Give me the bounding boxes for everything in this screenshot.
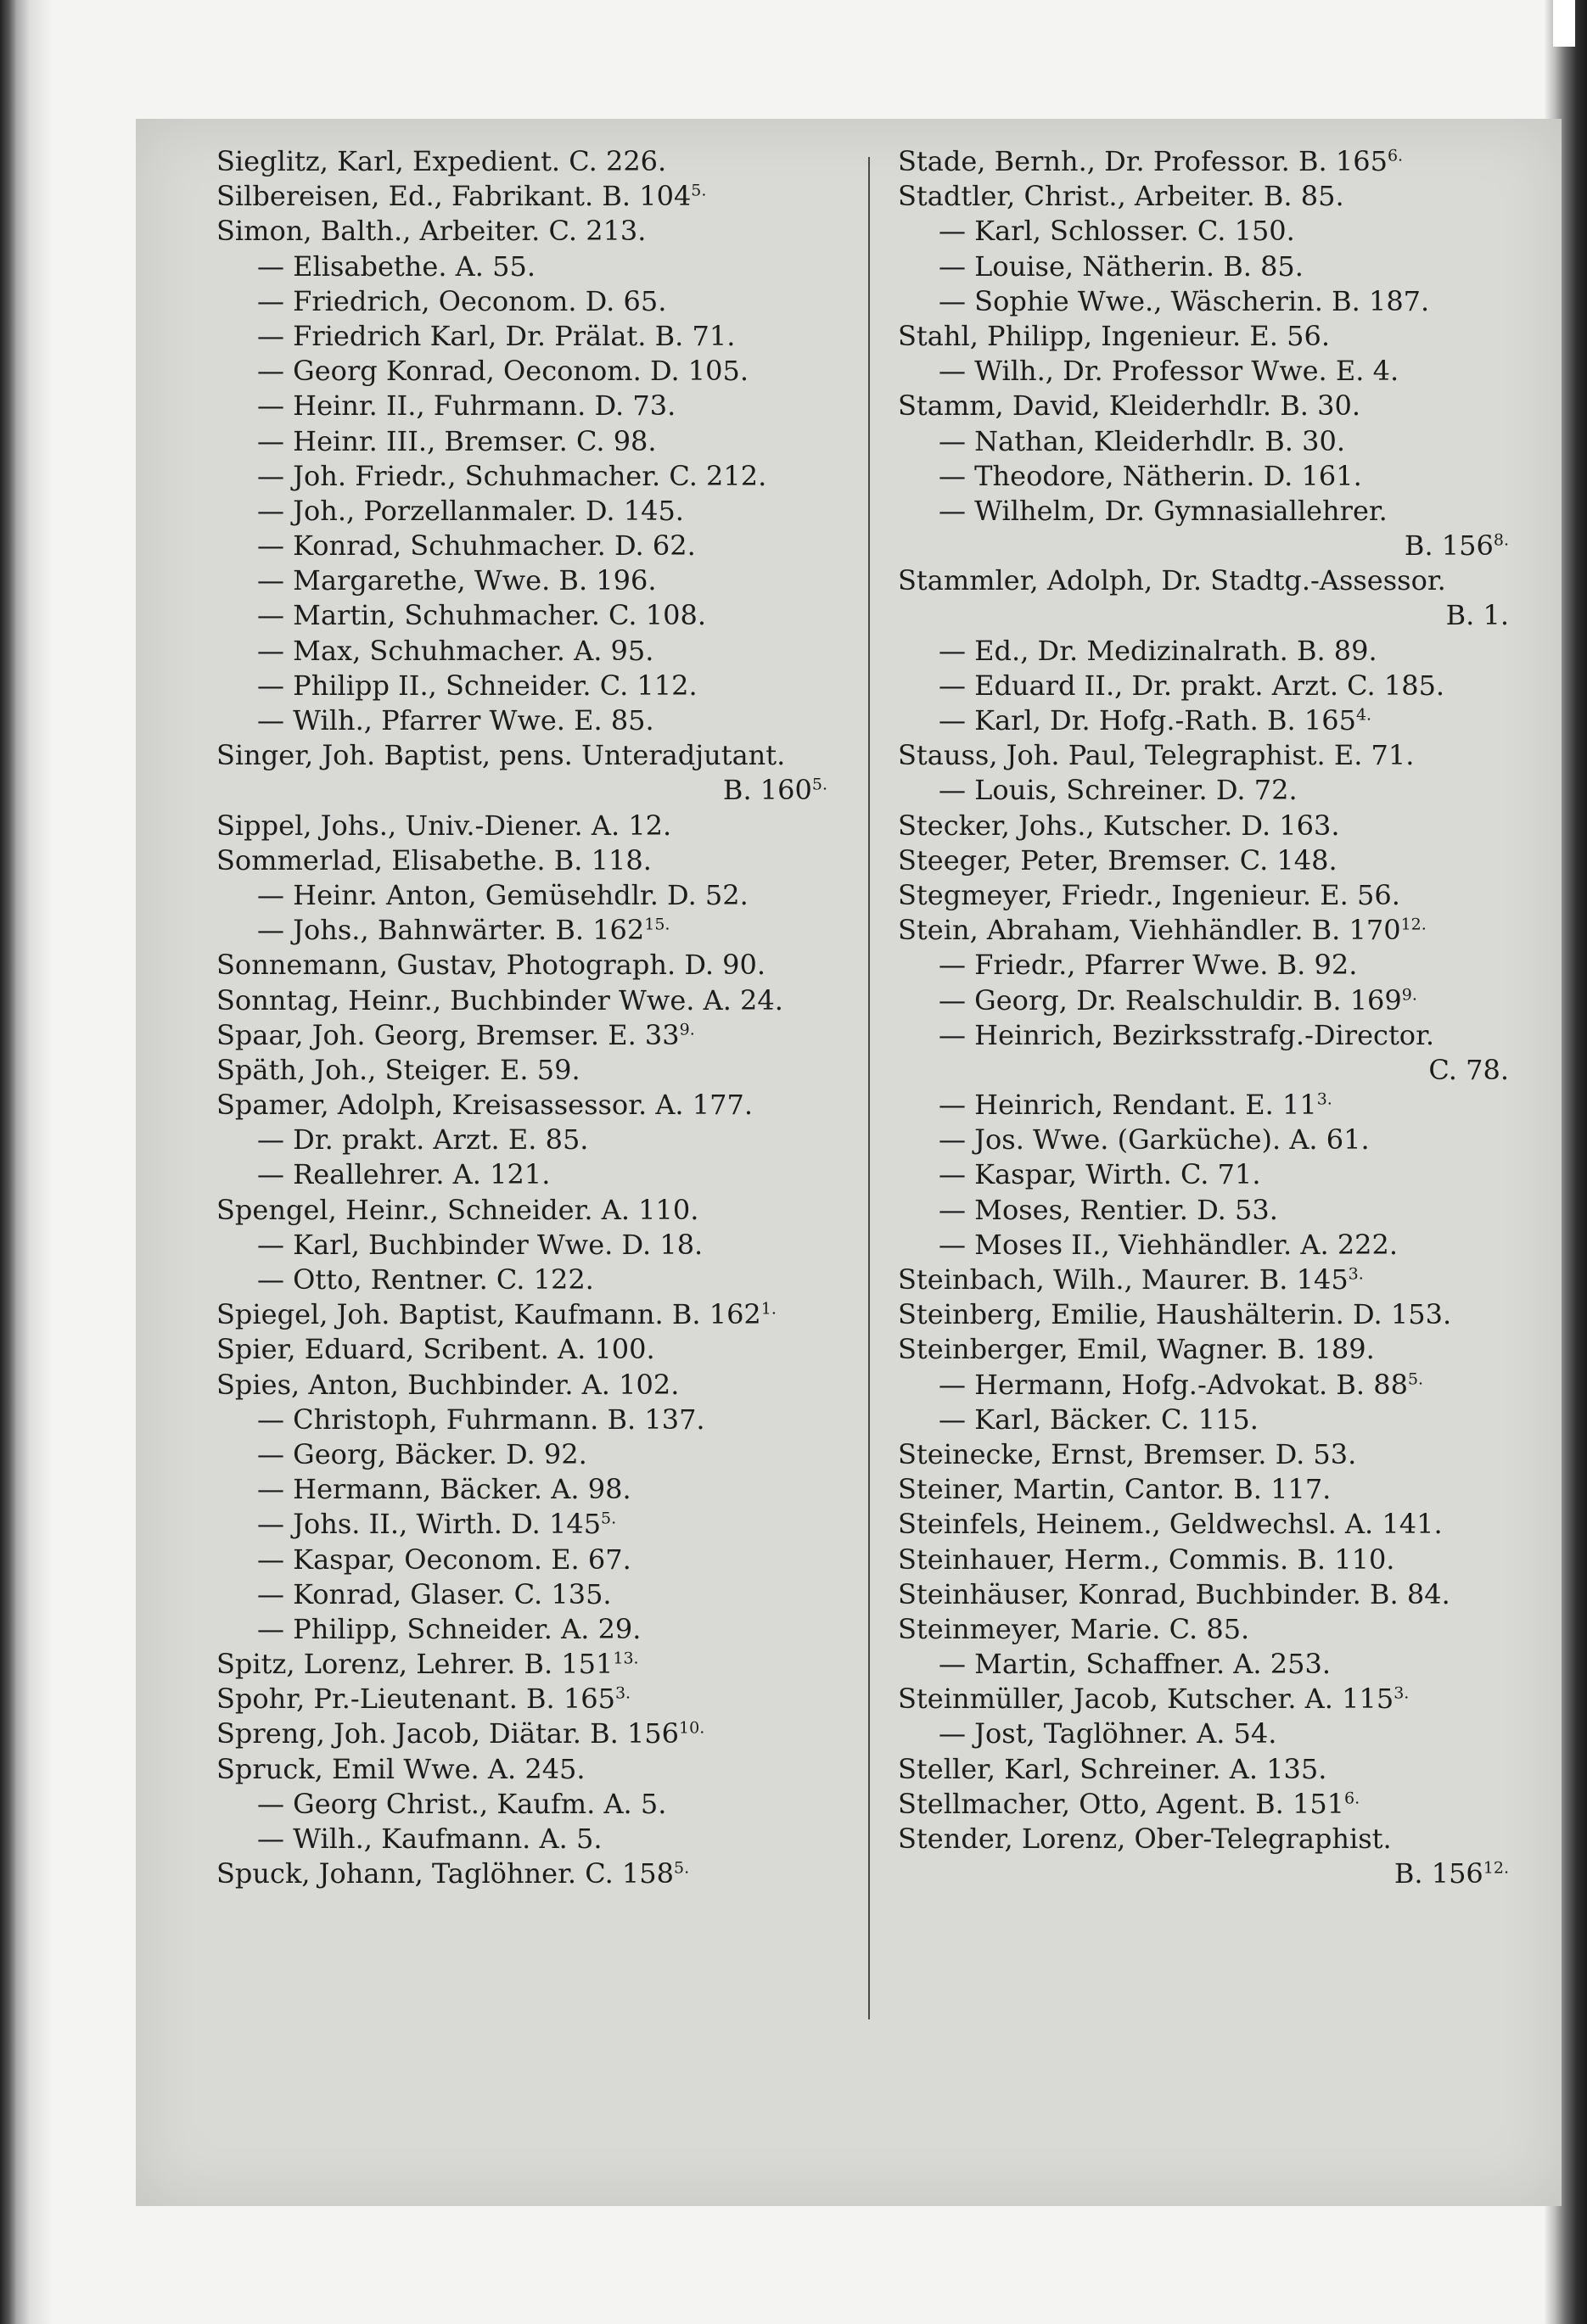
directory-entry-sommerlad-johs <box>216 913 844 948</box>
entry-text: — Heinr. Anton, Gemüsehdlr. D. 52. <box>257 878 749 911</box>
entry-superscript: 3. <box>614 1683 631 1703</box>
entry-superscript: 8. <box>1493 530 1509 550</box>
entry-text: Spamer, Adolph, Kreisassessor. A. 177. <box>216 1089 754 1122</box>
directory-entry-spies-kaspar <box>216 1543 844 1577</box>
entry-superscript: 3. <box>1316 1089 1332 1109</box>
directory-entry-stammler-cont <box>898 598 1526 633</box>
entry-superscript: 10. <box>679 1718 705 1738</box>
directory-entry-spamer <box>216 1088 844 1123</box>
directory-entry-steinmueller <box>898 1682 1526 1716</box>
entry-text: — Kaspar, Wirth. C. 71. <box>939 1158 1261 1191</box>
directory-entry-stammler-karl <box>898 703 1526 738</box>
entry-superscript: 5. <box>811 775 827 794</box>
directory-entry-spies-hermann <box>216 1472 844 1507</box>
directory-entry-stein-heinrich-cont <box>898 1053 1526 1088</box>
entry-text: Stahl, Philipp, Ingenieur. E. 56. <box>898 319 1330 352</box>
entry-text: — Wilh., Kaufmann. A. 5. <box>257 1823 603 1855</box>
directory-entry-stauss-louis <box>898 773 1526 808</box>
directory-entry-steinberger-karl <box>898 1403 1526 1437</box>
directory-entry-simon-joh-friedr <box>216 459 844 494</box>
entry-text: — Friedr., Pfarrer Wwe. B. 92. <box>939 949 1358 982</box>
entry-text: — Konrad, Glaser. C. 135. <box>257 1577 612 1610</box>
entry-text: Spaar, Joh. Georg, Bremser. E. 33 <box>216 1018 680 1051</box>
entry-text: Stellmacher, Otto, Agent. B. 151 <box>898 1787 1345 1820</box>
directory-entry-stammler <box>898 563 1526 598</box>
entry-text: Stamm, David, Kleiderhdlr. B. 30. <box>898 389 1360 423</box>
directory-entry-steinbach <box>898 1263 1526 1297</box>
directory-entry-simon-max <box>216 634 844 669</box>
entry-text: — Jos. Wwe. (Garküche). A. 61. <box>939 1123 1370 1156</box>
entry-text: — Philipp II., Schneider. C. 112. <box>257 669 698 702</box>
entry-superscript: 5. <box>601 1509 617 1528</box>
entry-text: — Moses II., Viehhändler. A. 222. <box>939 1228 1399 1261</box>
directory-entry-stadtler <box>898 179 1526 214</box>
directory-entry-spiegel <box>216 1297 844 1332</box>
entry-text: Steinmüller, Jacob, Kutscher. A. 115 <box>898 1683 1394 1716</box>
entry-text: Steinberger, Emil, Wagner. B. 189. <box>898 1333 1375 1366</box>
directory-entry-simon-martin <box>216 598 844 633</box>
entry-superscript: 3. <box>1394 1683 1410 1703</box>
directory-entry-spohr <box>216 1682 844 1716</box>
directory-entry-simon-wilh <box>216 703 844 738</box>
entry-text: — Elisabethe. A. 55. <box>257 249 536 283</box>
entry-text: — Friedrich Karl, Dr. Prälat. B. 71. <box>257 319 736 352</box>
directory-entry-stahl-wilh <box>898 354 1526 389</box>
entry-superscript: 12. <box>1483 1858 1509 1878</box>
entry-text: Sippel, Johs., Univ.-Diener. A. 12. <box>216 809 672 842</box>
directory-entry-steinecke <box>898 1437 1526 1472</box>
entry-text: — Sophie Wwe., Wäscherin. B. 187. <box>939 284 1430 317</box>
directory-entry-sonnemann <box>216 948 844 983</box>
entry-text: — Friedrich, Oeconom. D. 65. <box>257 284 667 317</box>
right-column <box>898 144 1526 1891</box>
directory-entry-stammler-ed <box>898 634 1526 669</box>
entry-text: Stadtler, Christ., Arbeiter. B. 85. <box>898 180 1344 213</box>
entry-text: Sonntag, Heinr., Buchbinder Wwe. A. 24. <box>216 983 783 1016</box>
directory-entry-steinberger-hermann <box>898 1368 1526 1403</box>
directory-entry-steinmueller-jost <box>898 1716 1526 1751</box>
directory-entry-stegmeyer <box>898 878 1526 913</box>
entry-superscript: 12. <box>1400 915 1427 934</box>
directory-entry-stade <box>898 144 1526 179</box>
entry-text: Steeger, Peter, Bremser. C. 148. <box>898 843 1337 876</box>
entry-text: — Karl, Dr. Hofg.-Rath. B. 165 <box>939 704 1356 736</box>
entry-text: Stender, Lorenz, Ober-Telegraphist. <box>898 1823 1392 1855</box>
entry-text: — Moses, Rentier. D. 53. <box>939 1193 1278 1226</box>
directory-entry-spaar <box>216 1018 844 1053</box>
entry-text: — Heinr. II., Fuhrmann. D. 73. <box>257 389 676 423</box>
entry-text: Spruck, Emil Wwe. A. 245. <box>216 1752 586 1785</box>
entry-text: Spies, Anton, Buchbinder. A. 102. <box>216 1368 680 1401</box>
entry-text: Steinfels, Heinem., Geldwechsl. A. 141. <box>898 1508 1443 1541</box>
entry-text: Singer, Joh. Baptist, pens. Unteradjutant. <box>216 739 786 772</box>
entry-superscript: 5. <box>691 181 707 200</box>
directory-entry-simon-margarethe <box>216 563 844 598</box>
entry-text: Sonnemann, Gustav, Photograph. D. 90. <box>216 949 766 982</box>
entry-text: — Georg Christ., Kaufm. A. 5. <box>257 1787 667 1820</box>
directory-entry-spengel-otto <box>216 1263 844 1297</box>
directory-entry-simon-elisabethe <box>216 249 844 284</box>
directory-entry-singer-cont <box>216 773 844 808</box>
entry-text: — Theodore, Nätherin. D. 161. <box>939 459 1362 492</box>
directory-entry-simon-joh <box>216 494 844 529</box>
entry-text: Sommerlad, Elisabethe. B. 118. <box>216 843 652 876</box>
directory-entry-sonntag <box>216 983 844 1018</box>
entry-text: C. 78. <box>1428 1053 1509 1086</box>
entry-text: — Joh. Friedr., Schuhmacher. C. 212. <box>257 459 767 492</box>
directory-entry-sippel <box>216 809 844 843</box>
entry-text: B. 156 <box>1394 1857 1483 1890</box>
directory-entry-steiner <box>898 1472 1526 1507</box>
directory-entry-stellmacher <box>898 1787 1526 1822</box>
entry-text: B. 1. <box>1445 599 1509 632</box>
directory-entry-stauss <box>898 738 1526 773</box>
entry-superscript: 6. <box>1387 146 1404 165</box>
directory-entry-steinfels <box>898 1507 1526 1542</box>
directory-entry-stecker <box>898 809 1526 843</box>
directory-entry-simon-georg-konrad <box>216 354 844 389</box>
directory-entry-stammler-eduard-ii <box>898 669 1526 703</box>
entry-superscript: 9. <box>1401 984 1417 1004</box>
directory-entry-spies-georg <box>216 1437 844 1472</box>
directory-entry-stadtler-karl <box>898 214 1526 249</box>
entry-text: Steiner, Martin, Cantor. B. 117. <box>898 1473 1332 1506</box>
entry-text: Stade, Bernh., Dr. Professor. B. 165 <box>898 145 1388 177</box>
entry-text: — Heinr. III., Bremser. C. 98. <box>257 424 657 457</box>
directory-entry-spamer-dr <box>216 1123 844 1157</box>
directory-entry-spruck-georg-christ <box>216 1787 844 1822</box>
entry-text: — Jost, Taglöhner. A. 54. <box>939 1717 1277 1750</box>
entry-text: — Eduard II., Dr. prakt. Arzt. C. 185. <box>939 669 1445 702</box>
directory-entry-stein-moses <box>898 1193 1526 1228</box>
directory-entry-spier <box>216 1332 844 1367</box>
column-divider <box>868 157 870 2019</box>
directory-entry-silbereisen <box>216 179 844 214</box>
entry-text: — Hermann, Bäcker. A. 98. <box>257 1473 631 1506</box>
directory-entry-spies <box>216 1368 844 1403</box>
entry-text: — Karl, Schlosser. C. 150. <box>939 215 1295 248</box>
directory-entry-spies-christoph <box>216 1403 844 1437</box>
entry-text: — Philipp, Schneider. A. 29. <box>257 1612 642 1645</box>
directory-entry-steinberger <box>898 1332 1526 1367</box>
directory-entry-simon-friedrich-karl <box>216 319 844 354</box>
directory-entry-spitz <box>216 1647 844 1682</box>
entry-text: — Wilh., Dr. Professor Wwe. E. 4. <box>939 355 1399 388</box>
entry-text: — Nathan, Kleiderhdlr. B. 30. <box>939 424 1345 457</box>
directory-entry-sommerlad <box>216 843 844 878</box>
entry-text: — Reallehrer. A. 121. <box>257 1158 551 1191</box>
directory-entry-spamer-reallehrer <box>216 1157 844 1192</box>
entry-text: — Johs. II., Wirth. D. 145 <box>257 1508 602 1541</box>
entry-text: — Karl, Bäcker. C. 115. <box>939 1403 1259 1436</box>
entry-text: — Heinrich, Rendant. E. 11 <box>939 1089 1317 1122</box>
entry-text: Spitz, Lorenz, Lehrer. B. 151 <box>216 1648 614 1681</box>
entry-text: Spreng, Joh. Jacob, Diätar. B. 156 <box>216 1717 680 1750</box>
directory-entry-sommerlad-heinr-anton <box>216 878 844 913</box>
entry-text: — Georg, Bäcker. D. 92. <box>257 1437 587 1470</box>
left-column <box>216 144 844 1891</box>
entry-superscript: 13. <box>613 1649 639 1668</box>
entry-text: Steinbach, Wilh., Maurer. B. 145 <box>898 1263 1349 1296</box>
entry-text: Steinecke, Ernst, Bremser. D. 53. <box>898 1437 1357 1470</box>
entry-text: Spuck, Johann, Taglöhner. C. 158 <box>216 1857 674 1890</box>
directory-entry-steller <box>898 1752 1526 1787</box>
directory-entry-simon-konrad <box>216 529 844 563</box>
entry-superscript: 1. <box>760 1299 777 1319</box>
entry-superscript: 3. <box>1348 1264 1364 1284</box>
entry-text: B. 160 <box>722 774 812 807</box>
directory-entry-spaeth <box>216 1053 844 1088</box>
directory-entry-steinberg <box>898 1297 1526 1332</box>
entry-text: Simon, Balth., Arbeiter. C. 213. <box>216 215 647 248</box>
entry-text: Steller, Karl, Schreiner. A. 135. <box>898 1752 1327 1785</box>
directory-entry-simon-heinr-iii <box>216 424 844 459</box>
entry-text: Steinhauer, Herm., Commis. B. 110. <box>898 1543 1395 1576</box>
entry-text: — Karl, Buchbinder Wwe. D. 18. <box>257 1228 704 1261</box>
entry-text: Silbereisen, Ed., Fabrikant. B. 104 <box>216 180 692 213</box>
entry-text: — Martin, Schuhmacher. C. 108. <box>257 599 706 632</box>
book-binding-left <box>0 0 51 2324</box>
entry-text: — Louise, Nätherin. B. 85. <box>939 249 1304 283</box>
entry-superscript: 15. <box>644 915 670 934</box>
directory-entry-spuck <box>216 1856 844 1891</box>
entry-text: — Ed., Dr. Medizinalrath. B. 89. <box>939 634 1377 667</box>
directory-entry-stahl <box>898 319 1526 354</box>
directory-entry-spies-konrad <box>216 1577 844 1612</box>
directory-entry-stamm-wilhelm <box>898 494 1526 529</box>
entry-text: — Heinrich, Bezirksstrafg.-Director. <box>939 1018 1435 1051</box>
entry-text: — Konrad, Schuhmacher. D. 62. <box>257 529 696 563</box>
entry-text: — Max, Schuhmacher. A. 95. <box>257 634 654 667</box>
directory-entry-simon-philipp-ii <box>216 669 844 703</box>
directory-entry-stamm-theodore <box>898 459 1526 494</box>
entry-text: Steinberg, Emilie, Haushälterin. D. 153. <box>898 1298 1452 1331</box>
entry-text: — Louis, Schreiner. D. 72. <box>939 774 1298 807</box>
directory-entry-stein-friedr <box>898 948 1526 983</box>
entry-superscript: 9. <box>679 1020 695 1039</box>
directory-entry-stender-cont <box>898 1856 1526 1891</box>
entry-superscript: 6. <box>1344 1789 1360 1808</box>
entry-text: — Johs., Bahnwärter. B. 162 <box>257 914 645 947</box>
directory-entry-spengel-karl <box>216 1228 844 1263</box>
entry-text: Spier, Eduard, Scribent. A. 100. <box>216 1333 655 1366</box>
entry-text: — Kaspar, Oeconom. E. 67. <box>257 1543 631 1576</box>
entry-text: Stecker, Johs., Kutscher. D. 163. <box>898 809 1340 842</box>
directory-entry-singer <box>216 738 844 773</box>
entry-text: Steinhäuser, Konrad, Buchbinder. B. 84. <box>898 1577 1450 1610</box>
entry-text: — Wilhelm, Dr. Gymnasiallehrer. <box>939 494 1388 527</box>
directory-entry-steinmeyer-martin <box>898 1647 1526 1682</box>
directory-entry-stein-heinrich <box>898 1018 1526 1053</box>
directory-entry-stadtler-louise <box>898 249 1526 284</box>
entry-text: — Joh., Porzellanmaler. D. 145. <box>257 494 684 527</box>
entry-text: Späth, Joh., Steiger. E. 59. <box>216 1053 580 1086</box>
directory-entry-stender <box>898 1822 1526 1856</box>
entry-text: — Martin, Schaffner. A. 253. <box>939 1648 1331 1681</box>
directory-entry-steinmeyer <box>898 1612 1526 1647</box>
directory-entry-sieglitz <box>216 144 844 179</box>
directory-entry-stamm-nathan <box>898 424 1526 459</box>
entry-superscript: 5. <box>1407 1369 1424 1388</box>
directory-entry-stein-jos <box>898 1123 1526 1157</box>
directory-entry-stein-kaspar <box>898 1157 1526 1192</box>
entry-text: — Dr. prakt. Arzt. E. 85. <box>257 1123 589 1156</box>
directory-entry-stamm-wilhelm-cont <box>898 529 1526 563</box>
entry-text: Spiegel, Joh. Baptist, Kaufmann. B. 162 <box>216 1298 761 1331</box>
directory-entry-spruck <box>216 1752 844 1787</box>
directory-entry-spies-philipp <box>216 1612 844 1647</box>
entry-text: — Georg Konrad, Oeconom. D. 105. <box>257 355 749 388</box>
entry-text: — Wilh., Pfarrer Wwe. E. 85. <box>257 704 654 736</box>
entry-superscript: 5. <box>673 1858 690 1878</box>
directory-entry-steinhaeuser <box>898 1577 1526 1612</box>
entry-text: Spohr, Pr.-Lieutenant. B. 165 <box>216 1683 615 1716</box>
entry-text: — Margarethe, Wwe. B. 196. <box>257 564 657 597</box>
directory-entry-simon-heinr-ii <box>216 389 844 423</box>
directory-entry-spruck-wilh <box>216 1822 844 1856</box>
entry-text: Spengel, Heinr., Schneider. A. 110. <box>216 1193 699 1226</box>
directory-entry-stadtler-sophie <box>898 284 1526 319</box>
entry-text: — Otto, Rentner. C. 122. <box>257 1263 594 1296</box>
entry-text: Stauss, Joh. Paul, Telegraphist. E. 71. <box>898 739 1415 772</box>
entry-text: — Hermann, Hofg.-Advokat. B. 88 <box>939 1368 1408 1401</box>
directory-entry-stein-moses-ii <box>898 1228 1526 1263</box>
directory-entry-simon-friedrich <box>216 284 844 319</box>
entry-text: Stammler, Adolph, Dr. Stadtg.-Assessor. <box>898 564 1446 597</box>
directory-entry-stamm <box>898 389 1526 423</box>
directory-entry-stein-heinrich-rendant <box>898 1088 1526 1123</box>
entry-text: Steinmeyer, Marie. C. 85. <box>898 1612 1250 1645</box>
directory-entry-spies-johs-ii <box>216 1507 844 1542</box>
entry-text: — Georg, Dr. Realschuldir. B. 169 <box>939 983 1402 1016</box>
directory-entry-stein-georg <box>898 983 1526 1018</box>
directory-entry-steinhauer <box>898 1543 1526 1577</box>
entry-superscript: 4. <box>1355 705 1372 725</box>
entry-text: Stegmeyer, Friedr., Ingenieur. E. 56. <box>898 878 1400 911</box>
entry-text: Sieglitz, Karl, Expedient. C. 226. <box>216 145 667 177</box>
scan-marker <box>1553 0 1575 47</box>
directory-entry-simon <box>216 214 844 249</box>
entry-text: B. 156 <box>1404 529 1494 563</box>
directory-entry-stein <box>898 913 1526 948</box>
directory-entry-spengel <box>216 1193 844 1228</box>
directory-entry-spreng <box>216 1716 844 1751</box>
entry-text: — Christoph, Fuhrmann. B. 137. <box>257 1403 705 1436</box>
directory-entry-steeger <box>898 843 1526 878</box>
entry-text: Stein, Abraham, Viehhändler. B. 170 <box>898 914 1401 947</box>
